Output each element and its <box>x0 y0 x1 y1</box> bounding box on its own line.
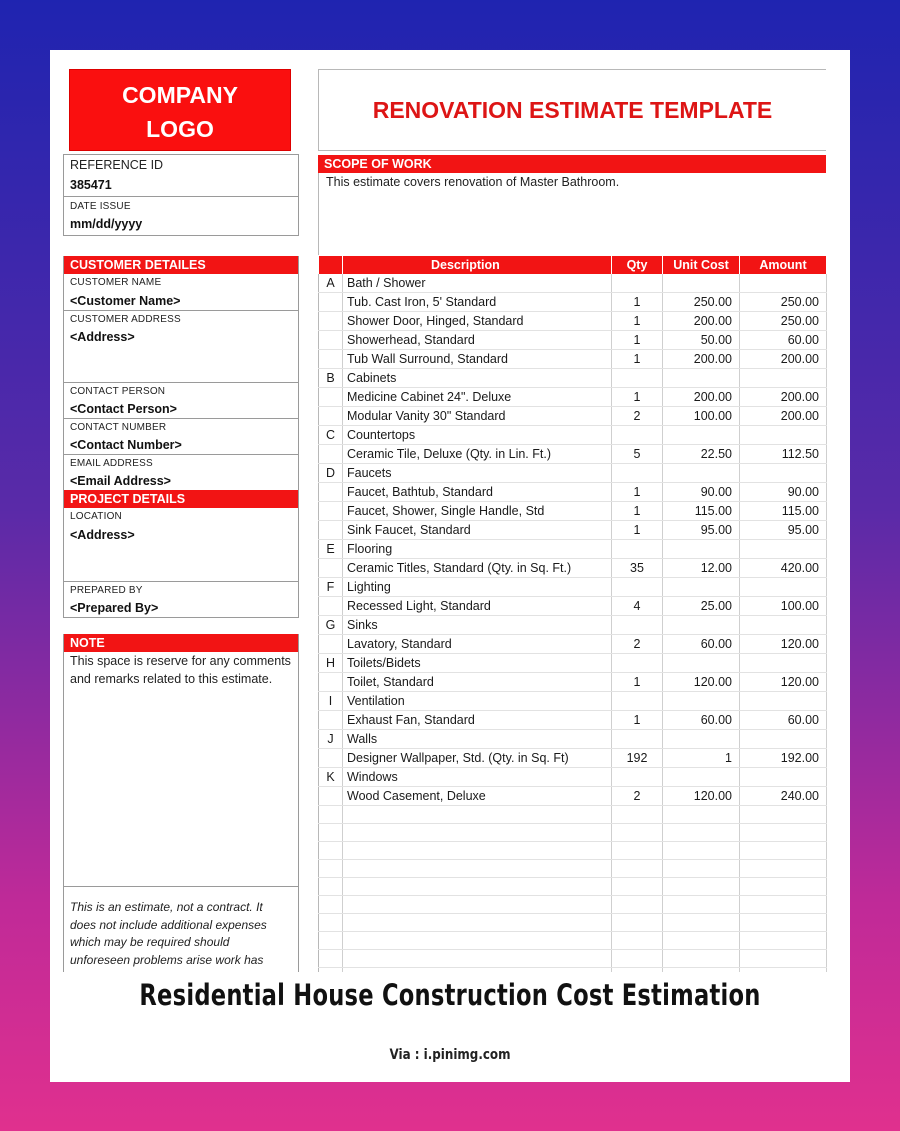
cell-description <box>343 896 612 914</box>
cell-unit-cost <box>663 824 740 842</box>
cell-qty <box>612 616 663 635</box>
cell-letter <box>319 932 343 950</box>
scope-of-work-text: This estimate covers renovation of Master Bathroom. <box>326 175 620 189</box>
cell-qty <box>612 540 663 559</box>
table-row <box>319 578 827 597</box>
image-card <box>50 50 850 1082</box>
cell-letter: A <box>319 274 343 293</box>
cell-unit-cost <box>663 274 740 293</box>
cell-description: Lavatory, Standard <box>343 635 612 654</box>
cell-description: Toilets/Bidets <box>343 654 612 673</box>
cell-description <box>343 878 612 896</box>
cell-qty: 1 <box>612 673 663 692</box>
table-row <box>319 932 827 950</box>
table-row <box>319 483 827 502</box>
cell-amount <box>740 768 827 787</box>
cell-unit-cost <box>663 540 740 559</box>
table-row <box>319 597 827 616</box>
cell-amount <box>740 878 827 896</box>
cell-letter <box>319 331 343 350</box>
logo-line-1: COMPANY <box>122 82 238 108</box>
cell-letter <box>319 824 343 842</box>
table-row <box>319 968 827 973</box>
cell-qty: 192 <box>612 749 663 768</box>
cell-description: Flooring <box>343 540 612 559</box>
cell-unit-cost: 90.00 <box>663 483 740 502</box>
customer-address-value: <Address> <box>70 330 135 344</box>
cell-amount <box>740 274 827 293</box>
cell-letter: F <box>319 578 343 597</box>
cell-amount: 120.00 <box>740 673 827 692</box>
cell-unit-cost <box>663 842 740 860</box>
cell-amount: 95.00 <box>740 521 827 540</box>
email-address-value: <Email Address> <box>70 474 171 488</box>
cell-qty: 1 <box>612 502 663 521</box>
cell-amount <box>740 914 827 932</box>
cell-letter <box>319 293 343 312</box>
cell-unit-cost: 1 <box>663 749 740 768</box>
cell-qty <box>612 654 663 673</box>
cell-qty <box>612 369 663 388</box>
scope-of-work-section <box>318 155 826 191</box>
cell-description <box>343 932 612 950</box>
reference-box <box>63 154 299 236</box>
table-row <box>319 388 827 407</box>
header-unit-cost: Unit Cost <box>663 256 740 274</box>
cell-unit-cost <box>663 768 740 787</box>
cell-letter: H <box>319 654 343 673</box>
customer-details-section <box>63 256 299 618</box>
table-row <box>319 692 827 711</box>
cell-description: Tub. Cast Iron, 5' Standard <box>343 293 612 312</box>
cell-qty <box>612 896 663 914</box>
cell-letter <box>319 711 343 730</box>
cell-letter <box>319 749 343 768</box>
cell-description: Toilet, Standard <box>343 673 612 692</box>
cell-letter <box>319 388 343 407</box>
cell-unit-cost: 60.00 <box>663 711 740 730</box>
cell-letter <box>319 521 343 540</box>
cell-unit-cost <box>663 578 740 597</box>
document-title: RENOVATION ESTIMATE TEMPLATE <box>372 97 773 123</box>
cell-unit-cost: 120.00 <box>663 673 740 692</box>
cell-letter <box>319 483 343 502</box>
cell-unit-cost <box>663 932 740 950</box>
cell-letter <box>319 350 343 369</box>
cell-description: Countertops <box>343 426 612 445</box>
prepared-by-label: PREPARED BY <box>64 581 298 599</box>
cell-qty <box>612 464 663 483</box>
table-row <box>319 730 827 749</box>
cell-unit-cost <box>663 730 740 749</box>
cell-amount: 90.00 <box>740 483 827 502</box>
table-row <box>319 350 827 369</box>
cell-letter <box>319 842 343 860</box>
table-row <box>319 312 827 331</box>
cell-letter: K <box>319 768 343 787</box>
cell-letter <box>319 673 343 692</box>
cell-amount <box>740 730 827 749</box>
note-heading: NOTE <box>64 634 298 652</box>
cell-unit-cost: 12.00 <box>663 559 740 578</box>
cell-unit-cost: 95.00 <box>663 521 740 540</box>
table-row <box>319 274 827 293</box>
cell-qty <box>612 824 663 842</box>
table-row <box>319 806 827 824</box>
cell-qty <box>612 950 663 968</box>
location-label: LOCATION <box>70 511 122 522</box>
reference-id-label: REFERENCE ID <box>64 154 298 174</box>
cell-letter: D <box>319 464 343 483</box>
cell-unit-cost <box>663 896 740 914</box>
cell-unit-cost <box>663 914 740 932</box>
cell-qty: 1 <box>612 312 663 331</box>
cell-unit-cost <box>663 616 740 635</box>
cell-qty <box>612 578 663 597</box>
contact-number-label: CONTACT NUMBER <box>64 418 298 436</box>
cell-qty: 1 <box>612 521 663 540</box>
table-body <box>319 274 827 972</box>
cell-amount: 60.00 <box>740 711 827 730</box>
cell-qty <box>612 768 663 787</box>
cell-description: Ventilation <box>343 692 612 711</box>
table-row <box>319 464 827 483</box>
cell-amount <box>740 540 827 559</box>
cell-unit-cost: 22.50 <box>663 445 740 464</box>
cell-amount: 60.00 <box>740 331 827 350</box>
cell-qty: 1 <box>612 350 663 369</box>
table-row <box>319 445 827 464</box>
cell-unit-cost <box>663 426 740 445</box>
cell-description: Faucet, Bathtub, Standard <box>343 483 612 502</box>
cell-unit-cost: 120.00 <box>663 787 740 806</box>
cell-description: Modular Vanity 30" Standard <box>343 407 612 426</box>
cell-amount: 200.00 <box>740 388 827 407</box>
cell-amount <box>740 842 827 860</box>
cell-amount: 192.00 <box>740 749 827 768</box>
contact-person-label: CONTACT PERSON <box>64 382 298 400</box>
cell-unit-cost: 200.00 <box>663 350 740 369</box>
cell-amount: 420.00 <box>740 559 827 578</box>
cell-amount <box>740 616 827 635</box>
table-row <box>319 768 827 787</box>
cell-letter <box>319 806 343 824</box>
cell-qty: 4 <box>612 597 663 616</box>
table-row <box>319 502 827 521</box>
cell-amount <box>740 860 827 878</box>
cell-description: Walls <box>343 730 612 749</box>
cell-description: Ceramic Tile, Deluxe (Qty. in Lin. Ft.) <box>343 445 612 464</box>
cell-qty <box>612 932 663 950</box>
cell-amount <box>740 692 827 711</box>
source-credit: Via : i.pinimg.com <box>389 1047 511 1063</box>
cell-unit-cost <box>663 950 740 968</box>
cell-description: Recessed Light, Standard <box>343 597 612 616</box>
cell-letter <box>319 407 343 426</box>
cell-unit-cost <box>663 369 740 388</box>
cell-description <box>343 806 612 824</box>
cell-unit-cost: 115.00 <box>663 502 740 521</box>
cell-amount <box>740 806 827 824</box>
header-qty: Qty <box>612 256 663 274</box>
table-row <box>319 559 827 578</box>
customer-name-label: CUSTOMER NAME <box>70 277 162 288</box>
header-description: Description <box>343 256 612 274</box>
cell-letter <box>319 597 343 616</box>
table-row <box>319 950 827 968</box>
cell-unit-cost: 200.00 <box>663 388 740 407</box>
cell-amount: 115.00 <box>740 502 827 521</box>
table-row <box>319 540 827 559</box>
cell-qty <box>612 730 663 749</box>
header-amount: Amount <box>740 256 827 274</box>
customer-address-label: CUSTOMER ADDRESS <box>64 310 298 328</box>
cell-amount <box>740 824 827 842</box>
cell-unit-cost <box>663 692 740 711</box>
table-header-row <box>319 256 827 274</box>
cell-letter <box>319 787 343 806</box>
cell-qty: 2 <box>612 635 663 654</box>
cell-description: Bath / Shower <box>343 274 612 293</box>
contact-person-value: <Contact Person> <box>70 402 177 416</box>
cell-letter <box>319 445 343 464</box>
prepared-by-value: <Prepared By> <box>70 601 159 615</box>
company-logo <box>69 69 291 151</box>
cell-description: Wood Casement, Deluxe <box>343 787 612 806</box>
cell-qty: 2 <box>612 407 663 426</box>
cell-description <box>343 968 612 973</box>
cell-unit-cost <box>663 464 740 483</box>
cell-amount: 112.50 <box>740 445 827 464</box>
cell-unit-cost <box>663 968 740 973</box>
cell-description <box>343 950 612 968</box>
cell-description: Cabinets <box>343 369 612 388</box>
cell-letter: C <box>319 426 343 445</box>
email-address-label: EMAIL ADDRESS <box>64 454 298 472</box>
cell-amount <box>740 464 827 483</box>
cell-qty: 1 <box>612 331 663 350</box>
cell-qty <box>612 860 663 878</box>
table-row <box>319 896 827 914</box>
cell-letter: E <box>319 540 343 559</box>
cell-qty <box>612 914 663 932</box>
cell-qty <box>612 806 663 824</box>
cell-qty: 5 <box>612 445 663 464</box>
customer-name-value: <Customer Name> <box>70 294 181 308</box>
cell-amount <box>740 654 827 673</box>
contact-number-value: <Contact Number> <box>70 438 182 452</box>
estimate-items-table <box>318 256 827 972</box>
cell-description: Showerhead, Standard <box>343 331 612 350</box>
cell-unit-cost <box>663 860 740 878</box>
image-caption: Residential House Construction Cost Estimation <box>139 978 761 1012</box>
cell-unit-cost: 50.00 <box>663 331 740 350</box>
cell-description: Ceramic Titles, Standard (Qty. in Sq. Ft.) <box>343 559 612 578</box>
cell-qty: 1 <box>612 483 663 502</box>
estimate-document <box>50 50 850 972</box>
customer-details-heading: CUSTOMER DETAILES <box>64 256 298 274</box>
table-row <box>319 616 827 635</box>
cell-amount: 200.00 <box>740 407 827 426</box>
cell-unit-cost <box>663 654 740 673</box>
note-text: This space is reserve for any comments and remarks related to this estimate. <box>70 654 291 686</box>
table-row <box>319 842 827 860</box>
table-row <box>319 860 827 878</box>
note-section <box>63 634 299 972</box>
cell-qty: 1 <box>612 388 663 407</box>
location-value: <Address> <box>70 528 135 542</box>
cell-amount <box>740 578 827 597</box>
cell-description: Faucet, Shower, Single Handle, Std <box>343 502 612 521</box>
cell-letter <box>319 878 343 896</box>
table-row <box>319 914 827 932</box>
cell-description: Sinks <box>343 616 612 635</box>
cell-letter <box>319 559 343 578</box>
cell-description: Sink Faucet, Standard <box>343 521 612 540</box>
cell-qty <box>612 968 663 973</box>
cell-description: Medicine Cabinet 24". Deluxe <box>343 388 612 407</box>
table-row <box>319 369 827 388</box>
cell-letter: G <box>319 616 343 635</box>
cell-letter: J <box>319 730 343 749</box>
table-row <box>319 426 827 445</box>
scope-of-work-heading: SCOPE OF WORK <box>318 155 826 173</box>
cell-amount <box>740 950 827 968</box>
cell-unit-cost: 100.00 <box>663 407 740 426</box>
date-issue-label: DATE ISSUE <box>64 196 298 214</box>
table-row <box>319 711 827 730</box>
cell-unit-cost: 25.00 <box>663 597 740 616</box>
cell-description <box>343 824 612 842</box>
cell-qty <box>612 692 663 711</box>
cell-amount: 100.00 <box>740 597 827 616</box>
disclaimer-text: This is an estimate, not a contract. It does not include additional expenses which may be required should unforeseen problems arise work has <box>64 886 298 969</box>
cell-amount <box>740 426 827 445</box>
cell-qty <box>612 426 663 445</box>
cell-letter <box>319 896 343 914</box>
table-row <box>319 407 827 426</box>
cell-unit-cost <box>663 806 740 824</box>
reference-id-value: 385471 <box>70 178 112 192</box>
cell-letter <box>319 860 343 878</box>
cell-qty <box>612 878 663 896</box>
cell-amount <box>740 968 827 973</box>
table-row <box>319 878 827 896</box>
table-row <box>319 521 827 540</box>
project-details-heading: PROJECT DETAILS <box>64 490 298 508</box>
date-issue-value: mm/dd/yyyy <box>70 217 143 231</box>
cell-letter: I <box>319 692 343 711</box>
cell-amount: 250.00 <box>740 293 827 312</box>
cell-amount: 200.00 <box>740 350 827 369</box>
cell-qty <box>612 274 663 293</box>
cell-amount <box>740 896 827 914</box>
cell-letter: B <box>319 369 343 388</box>
cell-description: Tub Wall Surround, Standard <box>343 350 612 369</box>
logo-line-2: LOGO <box>146 116 214 142</box>
cell-amount: 250.00 <box>740 312 827 331</box>
cell-unit-cost: 250.00 <box>663 293 740 312</box>
cell-amount: 240.00 <box>740 787 827 806</box>
table-row <box>319 331 827 350</box>
cell-letter <box>319 502 343 521</box>
cell-letter <box>319 312 343 331</box>
cell-description: Exhaust Fan, Standard <box>343 711 612 730</box>
cell-letter <box>319 950 343 968</box>
cell-description <box>343 860 612 878</box>
cell-unit-cost: 60.00 <box>663 635 740 654</box>
cell-amount: 120.00 <box>740 635 827 654</box>
cell-description: Faucets <box>343 464 612 483</box>
table-row <box>319 654 827 673</box>
table-row <box>319 635 827 654</box>
cell-description: Windows <box>343 768 612 787</box>
table-row <box>319 749 827 768</box>
table-row <box>319 673 827 692</box>
cell-description <box>343 842 612 860</box>
cell-unit-cost <box>663 878 740 896</box>
cell-description: Lighting <box>343 578 612 597</box>
cell-amount <box>740 932 827 950</box>
cell-qty: 1 <box>612 711 663 730</box>
cell-amount <box>740 369 827 388</box>
cell-description: Designer Wallpaper, Std. (Qty. in Sq. Ft) <box>343 749 612 768</box>
title-box <box>318 69 826 151</box>
cell-qty: 1 <box>612 293 663 312</box>
table-row <box>319 824 827 842</box>
cell-letter <box>319 635 343 654</box>
cell-description <box>343 914 612 932</box>
cell-letter <box>319 968 343 973</box>
table-row <box>319 787 827 806</box>
cell-description: Shower Door, Hinged, Standard <box>343 312 612 331</box>
cell-qty <box>612 842 663 860</box>
header-letter <box>319 256 343 274</box>
cell-qty: 35 <box>612 559 663 578</box>
cell-unit-cost: 200.00 <box>663 312 740 331</box>
cell-letter <box>319 914 343 932</box>
cell-qty: 2 <box>612 787 663 806</box>
table-row <box>319 293 827 312</box>
